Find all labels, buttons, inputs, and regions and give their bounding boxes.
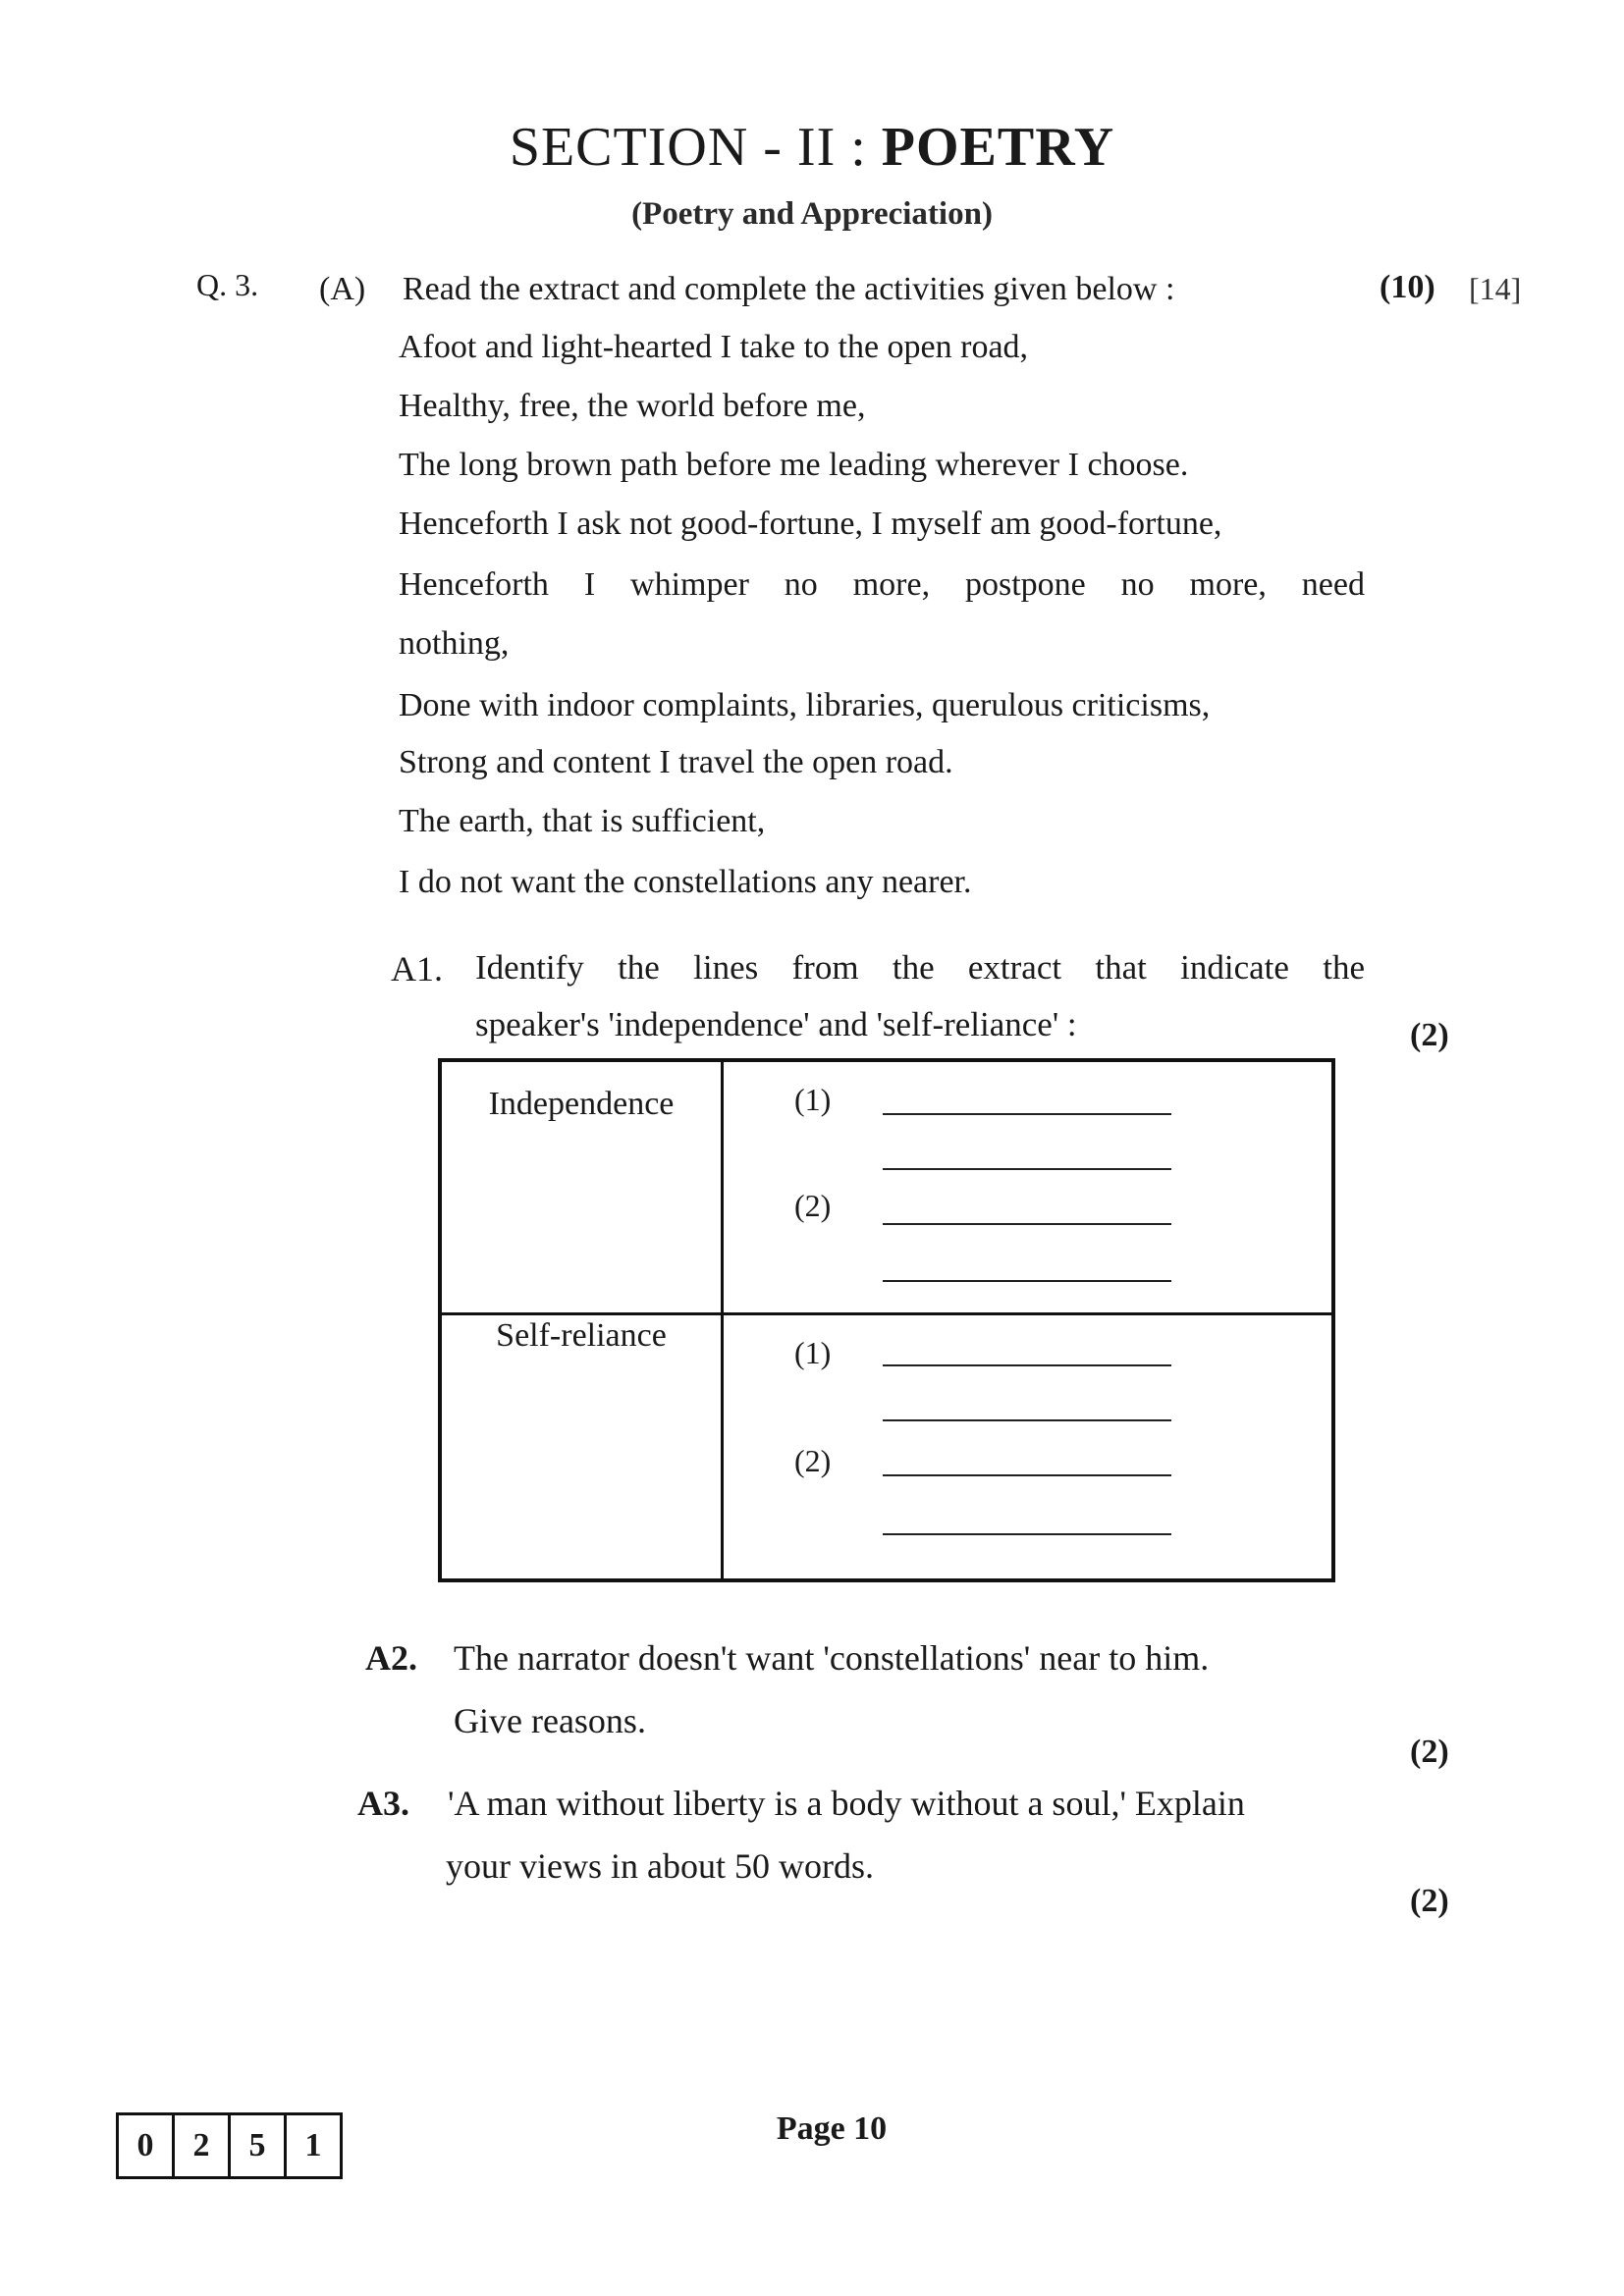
code-digit: 2 [175, 2115, 231, 2176]
poem-line: I do not want the constellations any nearer. [399, 864, 972, 900]
answer-line[interactable] [883, 1168, 1171, 1170]
answer-line[interactable] [883, 1419, 1171, 1421]
section-label: SECTION - II : [509, 117, 867, 178]
a1-text: Identify the lines from the extract that indicate the [475, 948, 1365, 987]
question-instruction: Read the extract and complete the activities given below : [403, 271, 1175, 307]
section-name: POETRY [881, 117, 1115, 178]
answer-table [438, 1058, 1335, 1582]
answer-line[interactable] [883, 1223, 1171, 1225]
a3-text: 'A man without liberty is a body without a soul,' Explain [448, 1784, 1245, 1823]
poem-line: Henceforth I whimper no more, postpone no more, need [399, 566, 1365, 603]
poem-line: The earth, that is sufficient, [399, 803, 766, 839]
code-digit: 1 [304, 2127, 322, 2163]
item-number: (2) [794, 1188, 832, 1223]
poem-line: Afoot and light-hearted I take to the open road, [399, 329, 1029, 365]
a2-text: The narrator doesn't want 'constellations' near to him. [454, 1638, 1210, 1678]
question-marks: (10) [1380, 269, 1435, 305]
answer-line[interactable] [883, 1113, 1171, 1115]
code-digit: 0 [119, 2115, 175, 2176]
self-reliance-label: Self-reliance [496, 1316, 667, 1354]
a1-label: A1. [391, 949, 443, 988]
question-part: (A) [319, 271, 366, 307]
poem-line: Henceforth I ask not good-fortune, I myself am good-fortune, [399, 506, 1222, 542]
item-number: (1) [794, 1334, 832, 1370]
question-total-marks: [14] [1469, 271, 1522, 306]
a3-label: A3. [357, 1784, 409, 1823]
section-title [0, 116, 1624, 179]
page-number: Page 10 [776, 2110, 888, 2147]
poem-line: The long brown path before me leading wherever I choose. [399, 447, 1189, 483]
independence-label-cell [440, 1060, 723, 1313]
section-subtitle: (Poetry and Appreciation) [631, 196, 993, 232]
independence-answer-cell [723, 1060, 1334, 1313]
answer-line[interactable] [883, 1533, 1171, 1535]
item-number: (1) [794, 1082, 832, 1117]
a1-marks: (2) [1410, 1017, 1449, 1053]
a2-text: Give reasons. [454, 1701, 646, 1740]
a2-marks: (2) [1410, 1734, 1449, 1770]
poem-line: Strong and content I travel the open road. [399, 744, 953, 780]
poem-line: Healthy, free, the world before me, [399, 388, 866, 424]
poem-line: Done with indoor complaints, libraries, querulous criticisms, [399, 687, 1211, 723]
self-reliance-answer-cell [723, 1313, 1334, 1580]
self-reliance-label-cell [440, 1313, 723, 1580]
answer-line[interactable] [883, 1280, 1171, 1282]
code-digit: 5 [231, 2115, 287, 2176]
a2-label: A2. [365, 1638, 417, 1678]
poem-line: nothing, [399, 625, 510, 662]
a3-marks: (2) [1410, 1883, 1449, 1919]
a1-text: speaker's 'independence' and 'self-reliance' : [475, 1005, 1077, 1043]
independence-label: Independence [488, 1086, 675, 1122]
a3-text: your views in about 50 words. [446, 1846, 874, 1886]
answer-line[interactable] [883, 1364, 1171, 1366]
answer-line[interactable] [883, 1474, 1171, 1476]
item-number: (2) [794, 1442, 832, 1478]
question-number: Q. 3. [196, 267, 259, 302]
